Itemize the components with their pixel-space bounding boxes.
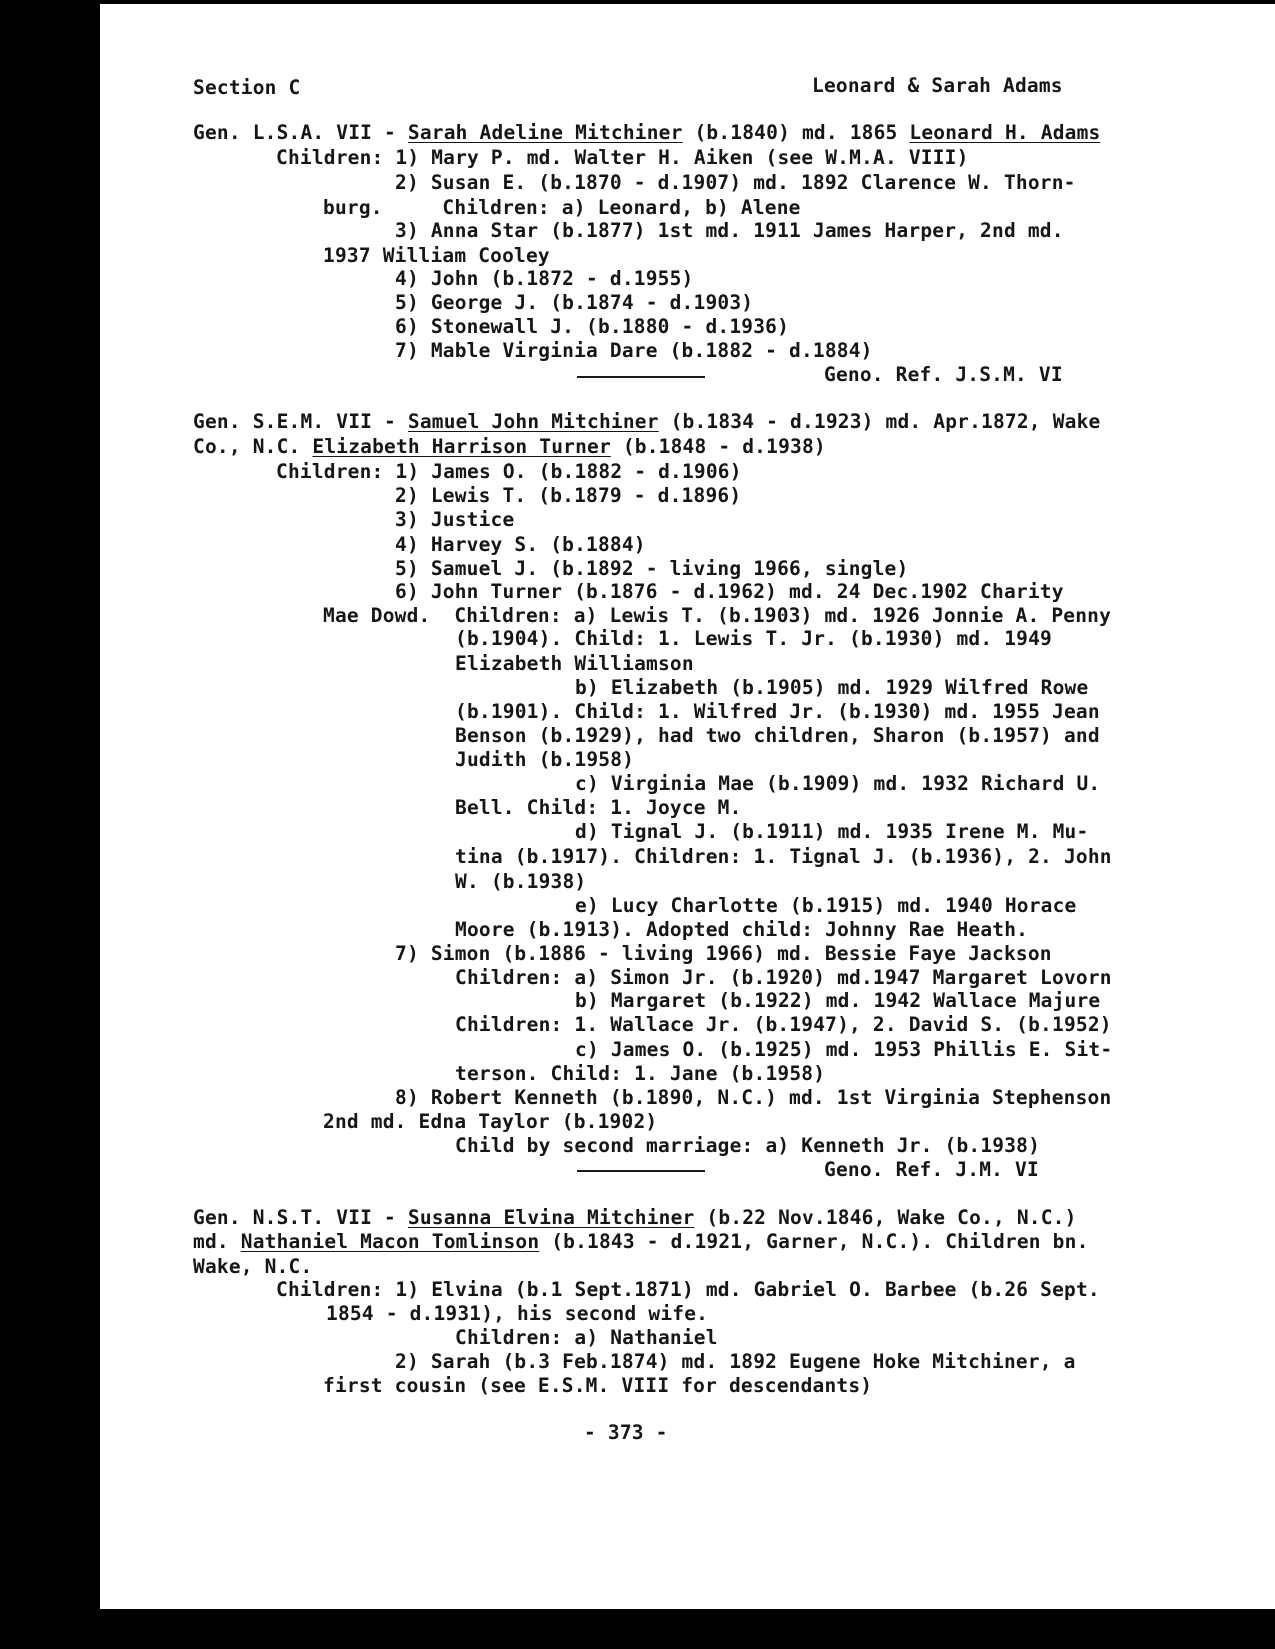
entry-line: c) Virginia Mae (b.1909) md. 1932 Richard U. — [575, 772, 1101, 795]
entry-line: 1937 William Cooley — [323, 244, 550, 267]
entry-line: 2nd md. Edna Taylor (b.1902) — [323, 1110, 658, 1133]
entry-line: 8) Robert Kenneth (b.1890, N.C.) md. 1st Virginia Stephenson — [395, 1086, 1112, 1109]
entry-line: Benson (b.1929), had two children, Sharon (b.1957) and — [455, 724, 1100, 747]
entry-line: Bell. Child: 1. Joyce M. — [455, 796, 742, 819]
entry-line: 2) Lewis T. (b.1879 - d.1896) — [395, 484, 742, 507]
entry-line: 7) Simon (b.1886 - living 1966) md. Bessie Faye Jackson — [395, 942, 1052, 965]
entry-line: Wake, N.C. — [193, 1255, 313, 1278]
entry-line: Judith (b.1958) — [455, 748, 635, 771]
spouse-name: Nathaniel Macon Tomlinson — [240, 1230, 540, 1253]
entry-line: Elizabeth Williamson — [455, 652, 694, 675]
entry-line: burg. Children: a) Leonard, b) Alene — [323, 196, 801, 219]
person-name: Sarah Adeline Mitchiner — [407, 121, 683, 144]
entry-line: Moore (b.1913). Adopted child: Johnny Rae Heath. — [455, 918, 1029, 941]
entry-line: Children: a) Nathaniel — [455, 1326, 718, 1349]
entry-line: Children: 1) Elvina (b.1 Sept.1871) md. Gabriel O. Barbee (b.26 Sept. — [276, 1278, 1100, 1301]
separator-rule — [577, 376, 705, 378]
entry-heading: Gen. L.S.A. VII - Sarah Adeline Mitchiner (b.1840) md. 1865 Leonard H. Adams — [193, 121, 1101, 144]
entry-heading-cont: Co., N.C. Elizabeth Harrison Turner (b.1848 - d.1938) — [193, 435, 826, 458]
entry-line: first cousin (see E.S.M. VIII for descendants) — [323, 1374, 873, 1397]
person-name: Samuel John Mitchiner — [407, 410, 659, 433]
entry-line: b) Elizabeth (b.1905) md. 1929 Wilfred Rowe — [575, 676, 1089, 699]
entry-line: W. (b.1938) — [455, 870, 587, 893]
entry-line: (b.1901). Child: 1. Wilfred Jr. (b.1930) md. 1955 Jean — [455, 700, 1100, 723]
person-name: Susanna Elvina Mitchiner — [407, 1206, 695, 1229]
entry-line: Children: a) Simon Jr. (b.1920) md.1947 Margaret Lovorn — [455, 966, 1112, 989]
page-number: - 373 - — [584, 1421, 668, 1444]
entry-line: 2) Sarah (b.3 Feb.1874) md. 1892 Eugene Hoke Mitchiner, a — [395, 1350, 1076, 1373]
separator-rule — [577, 1170, 705, 1172]
family-header: Leonard & Sarah Adams — [812, 74, 1063, 97]
entry-heading: Gen. N.S.T. VII - Susanna Elvina Mitchiner (b.22 Nov.1846, Wake Co., N.C.) — [193, 1206, 1077, 1229]
scan-edge-bottom — [0, 1609, 1275, 1649]
entry-line: b) Margaret (b.1922) md. 1942 Wallace Majure — [575, 989, 1101, 1012]
entry-heading: Gen. S.E.M. VII - Samuel John Mitchiner (b.1834 - d.1923) md. Apr.1872, Wake — [193, 410, 1101, 433]
entry-line: Children: 1. Wallace Jr. (b.1947), 2. David S. (b.1952) — [455, 1013, 1112, 1036]
entry-line: 4) John (b.1872 - d.1955) — [395, 267, 694, 290]
entry-line: terson. Child: 1. Jane (b.1958) — [455, 1062, 826, 1085]
entry-line: Children: 1) Mary P. md. Walter H. Aiken (see W.M.A. VIII) — [276, 146, 969, 169]
entry-line: c) James O. (b.1925) md. 1953 Phillis E. Sit- — [575, 1038, 1113, 1061]
entry-line: 3) Justice — [395, 508, 515, 531]
entry-line: (b.1904). Child: 1. Lewis T. Jr. (b.1930) md. 1949 — [455, 627, 1052, 650]
entry-line: 5) Samuel J. (b.1892 - living 1966, single) — [395, 557, 909, 580]
spouse-name: Leonard H. Adams — [909, 121, 1101, 144]
entry-line: 7) Mable Virginia Dare (b.1882 - d.1884) — [395, 339, 873, 362]
entry-heading-cont: md. Nathaniel Macon Tomlinson (b.1843 - d.1921, Garner, N.C.). Children bn. — [193, 1230, 1089, 1253]
entry-line: Mae Dowd. Children: a) Lewis T. (b.1903) md. 1926 Jonnie A. Penny — [323, 604, 1112, 627]
geno-ref: Geno. Ref. J.M. VI — [824, 1158, 1039, 1181]
entry-line: 1854 - d.1931), his second wife. — [326, 1302, 709, 1325]
entry-line: 6) John Turner (b.1876 - d.1962) md. 24 Dec.1902 Charity — [395, 580, 1064, 603]
entry-line: 6) Stonewall J. (b.1880 - d.1936) — [395, 315, 790, 338]
entry-line: 5) George J. (b.1874 - d.1903) — [395, 291, 754, 314]
entry-line: tina (b.1917). Children: 1. Tignal J. (b.1936), 2. John — [455, 845, 1112, 868]
entry-line: 2) Susan E. (b.1870 - d.1907) md. 1892 Clarence W. Thorn- — [395, 171, 1076, 194]
entry-line: e) Lucy Charlotte (b.1915) md. 1940 Horace — [575, 894, 1077, 917]
section-label: Section C — [193, 76, 301, 99]
entry-line: d) Tignal J. (b.1911) md. 1935 Irene M. Mu- — [575, 820, 1089, 843]
spouse-name: Elizabeth Harrison Turner — [312, 435, 611, 458]
entry-line: 4) Harvey S. (b.1884) — [395, 533, 646, 556]
geno-ref: Geno. Ref. J.S.M. VI — [824, 363, 1063, 386]
entry-line: 3) Anna Star (b.1877) 1st md. 1911 James Harper, 2nd md. — [395, 219, 1064, 242]
entry-line: Child by second marriage: a) Kenneth Jr. (b.1938) — [455, 1134, 1041, 1157]
entry-line: Children: 1) James O. (b.1882 - d.1906) — [276, 460, 742, 483]
